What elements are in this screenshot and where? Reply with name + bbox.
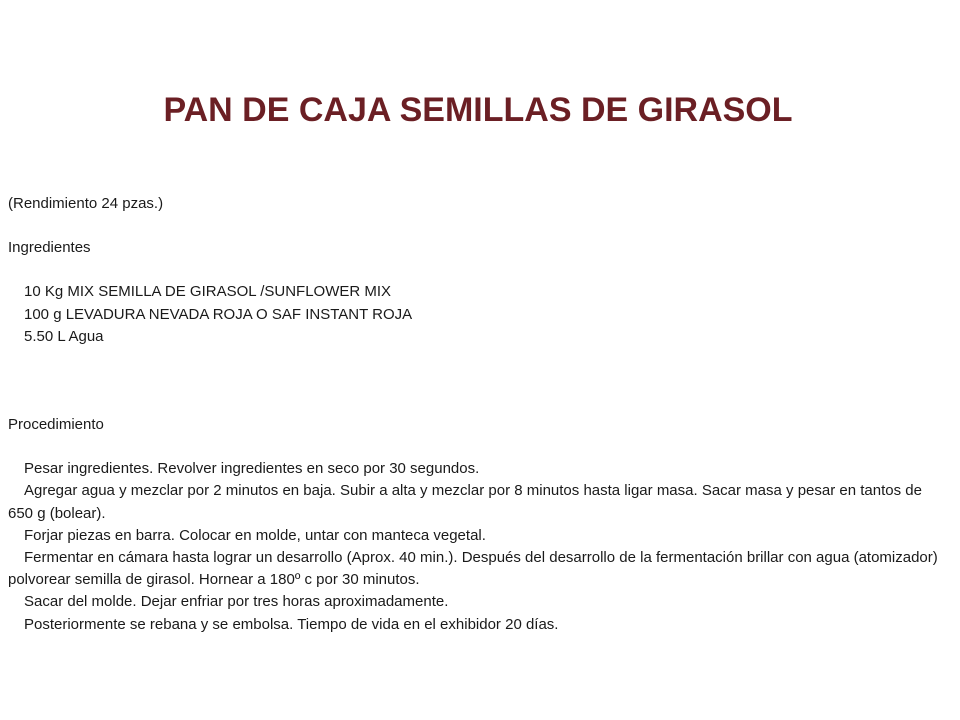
procedure-step: Pesar ingredientes. Revolver ingredientes en seco por 30 segundos. [24, 460, 480, 478]
procedure-steps [8, 458, 948, 636]
recipe-title: PAN DE CAJA SEMILLAS DE GIRASOL [163, 91, 793, 129]
procedure-heading: Procedimiento [8, 416, 104, 434]
procedure-step: Fermentar en cámara hasta lograr un desarrollo (Aprox. 40 min.). Después del desarrollo de la fermentación brillar con agua (atomizador) polvorear semilla de girasol. Hornear a 180º c por 30 minutos. [8, 549, 938, 589]
ingredients-list [8, 281, 948, 348]
procedure-step: Posteriormente se rebana y se embolsa. Tiempo de vida en el exhibidor 20 días. [24, 615, 559, 633]
ingredients-heading: Ingredientes [8, 239, 91, 257]
procedure-step: Agregar agua y mezclar por 2 minutos en baja. Subir a alta y mezclar por 8 minutos hasta ligar masa. Sacar masa y pesar en tantos de 650 g (bolear). [8, 482, 922, 522]
procedure-step: Forjar piezas en barra. Colocar en molde, untar con manteca vegetal. [24, 526, 486, 544]
recipe-body [8, 193, 948, 636]
ingredient-item: 100 g LEVADURA NEVADA ROJA O SAF INSTANT ROJA [24, 305, 413, 323]
procedure-step: Sacar del molde. Dejar enfriar por tres horas aproximadamente. [24, 593, 449, 611]
ingredient-item: 5.50 L Agua [24, 327, 104, 345]
recipe-yield: (Rendimiento 24 pzas.) [8, 195, 164, 212]
ingredient-item: 10 Kg MIX SEMILLA DE GIRASOL /SUNFLOWER MIX [24, 283, 392, 301]
